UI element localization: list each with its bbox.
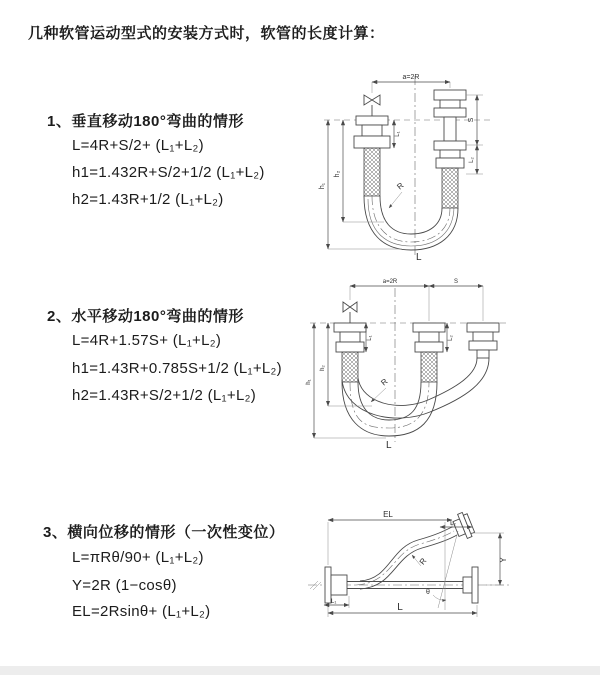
radius-leader — [389, 181, 406, 208]
section-1-formula-h2: h2=1.43R+1/2 (L₁+L₂) — [72, 191, 224, 208]
right-flange-fitting — [434, 90, 466, 208]
dim-label-l1: L₁ — [367, 335, 373, 341]
page-title: 几种软管运动型式的安装方式时，软管的长度计算： — [28, 25, 385, 42]
angle-theta — [426, 589, 446, 600]
dimension-s — [429, 279, 483, 321]
section-2-heading: 2、水平移动180°弯曲的情形 — [47, 308, 244, 325]
radius-leader — [371, 377, 390, 402]
dimension-l1 — [394, 120, 401, 148]
braided-hose-section — [342, 352, 358, 382]
left-flange-fitting — [334, 323, 366, 382]
braided-hose-section — [421, 352, 437, 382]
valve-icon — [343, 302, 357, 323]
section-2-formula-h1: h1=1.43R+0.785S+1/2 (L₁+L₂) — [72, 360, 282, 377]
braided-hose-section — [364, 148, 380, 196]
braided-hose-section — [442, 168, 458, 208]
diagonal-reference-line — [438, 531, 458, 608]
dim-label-l2: L₂ — [450, 521, 456, 527]
section-1-heading: 1、垂直移动180°弯曲的情形 — [47, 113, 244, 130]
dim-label-h1: h₁ — [306, 379, 312, 385]
middle-flange-fitting — [413, 323, 445, 382]
dim-label-a2r: a=2R — [402, 74, 420, 81]
dim-label-l2: L₂ — [469, 157, 475, 163]
left-flange-fitting — [354, 116, 390, 196]
dimension-s — [466, 95, 483, 145]
dim-label-h2: h₂ — [320, 365, 326, 371]
radius-label: R — [417, 556, 429, 567]
dim-label-y: Y — [499, 557, 508, 563]
dimension-l2 — [466, 145, 483, 174]
section-2-formula-L: L=4R+1.57S+ (L₁+L₂) — [72, 332, 222, 349]
dimension-el — [328, 510, 452, 565]
diagram-vertical-180-bend — [302, 66, 597, 264]
dim-label-s: S — [468, 117, 475, 123]
section-2-formula-h2: h2=1.43R+S/2+1/2 (L₁+L₂) — [72, 387, 257, 404]
dim-label-el: EL — [383, 510, 393, 519]
diagram-horizontal-180-bend — [300, 274, 600, 454]
section-3-formula-EL: EL=2Rsinθ+ (L₁+L₂) — [72, 603, 211, 620]
length-label: L — [416, 252, 422, 263]
dim-label-l2: L₂ — [448, 335, 454, 341]
radius-label: R — [395, 180, 406, 192]
section-3-heading: 3、横向位移的情形（一次性变位） — [43, 524, 285, 541]
displaced-s-curve-hose — [356, 511, 476, 589]
hose-u-bend-position-2 — [342, 358, 489, 418]
hose-u-bend-position-1 — [342, 382, 437, 436]
dimension-l2 — [447, 323, 454, 352]
right-flange-fitting-displaced — [467, 323, 499, 358]
dim-label-h2: h₂ — [334, 170, 341, 178]
section-1-formula-h1: h1=1.432R+S/2+1/2 (L₁+L₂) — [72, 164, 265, 181]
scan-edge-artifact — [0, 666, 600, 675]
dimension-a-2r — [350, 279, 429, 321]
dimension-l — [328, 602, 477, 617]
dimension-l1 — [366, 323, 373, 352]
radius-leader — [412, 555, 428, 567]
length-label: L — [397, 602, 403, 613]
dim-label-s: S — [453, 279, 459, 285]
radius-label: R — [379, 376, 390, 388]
dim-label-l1: L₁ — [331, 599, 337, 605]
length-label: L — [386, 440, 392, 451]
valve-icon — [364, 95, 380, 116]
angle-label: θ — [426, 589, 430, 596]
section-1-formula-L: L=4R+S/2+ (L₁+L₂) — [72, 137, 204, 154]
section-3-formula-Y: Y=2R (1−cosθ) — [72, 577, 177, 594]
dim-label-h1: h₁ — [319, 182, 326, 190]
section-3-formula-L: L=πRθ/90+ (L₁+L₂) — [72, 549, 204, 566]
right-flange-fitting — [472, 567, 478, 603]
dim-label-a2r: a=2R — [382, 279, 398, 285]
left-flange-fitting — [325, 567, 347, 603]
centerline-break-mark — [310, 581, 321, 590]
diagram-lateral-displacement — [300, 500, 600, 655]
dim-label-l1: L₁ — [395, 131, 401, 137]
